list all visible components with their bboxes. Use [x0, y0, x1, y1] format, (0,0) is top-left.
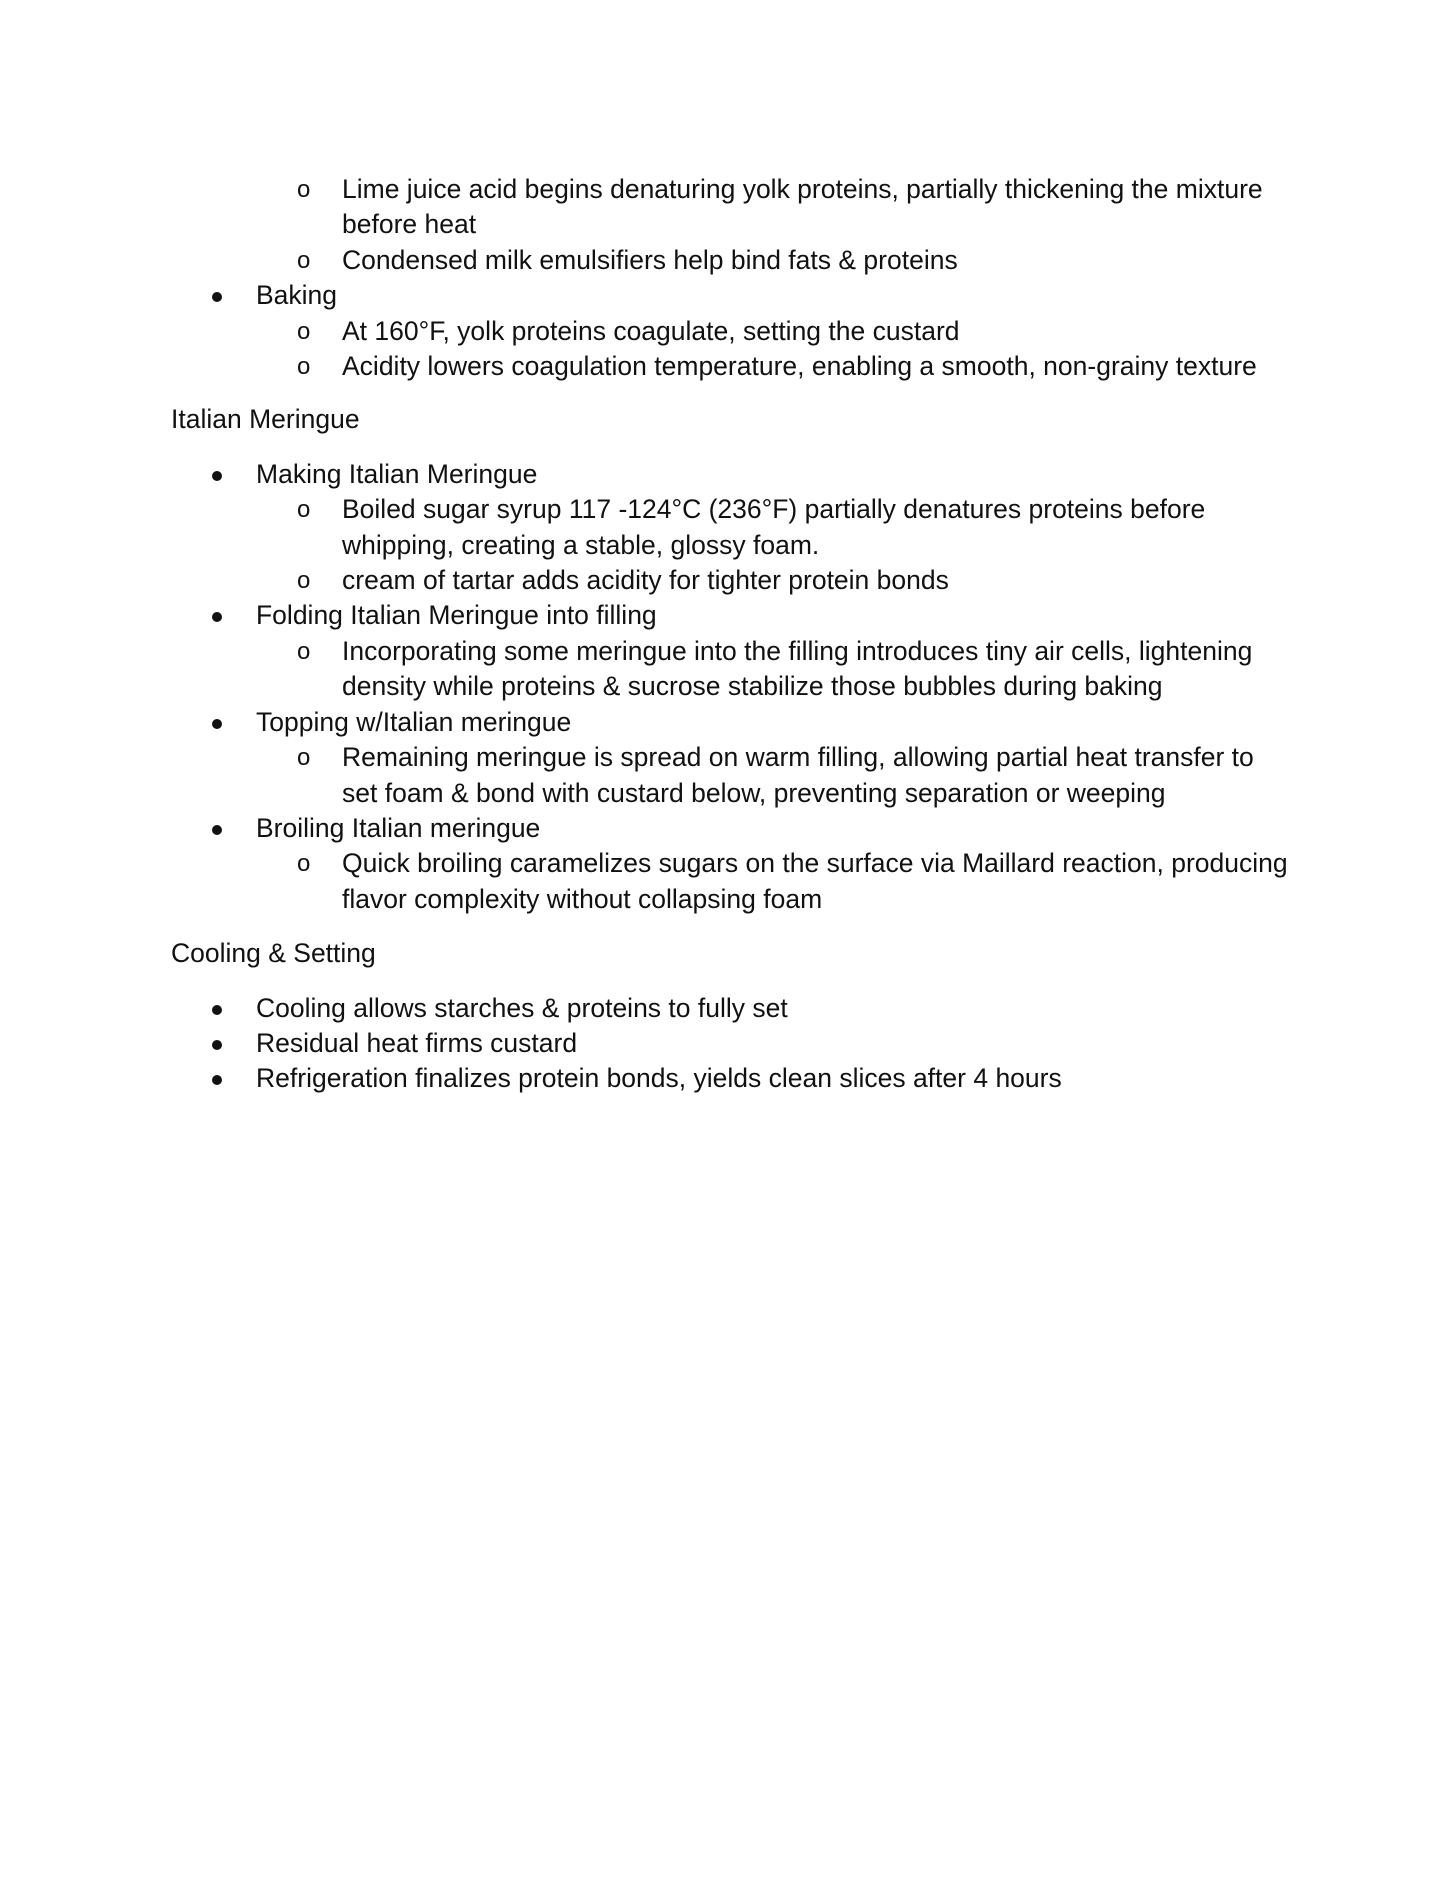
sub-list	[256, 846, 1291, 917]
list-item-text: Residual heat firms custard	[256, 1027, 578, 1058]
hollow-bullet-icon: o	[297, 567, 311, 595]
list-item-text: Refrigeration finalizes protein bonds, yields clean slices after 4 hours	[256, 1063, 1062, 1094]
list-item-baking	[171, 278, 1291, 384]
hollow-bullet-icon: o	[297, 850, 311, 878]
list-item-text: Cooling allows starches & proteins to fully set	[256, 992, 788, 1023]
sub-list	[256, 740, 1291, 811]
list-item-text: Baking	[256, 280, 338, 311]
hollow-bullet-icon: o	[297, 246, 311, 274]
list-item	[171, 172, 1291, 243]
list-item-text: Folding Italian Meringue into filling	[256, 600, 657, 631]
list-item	[171, 314, 1291, 349]
list-item-text: Topping w/Italian meringue	[256, 706, 572, 737]
intro-list	[171, 172, 1291, 384]
document-content	[171, 172, 1291, 1097]
list-item	[171, 705, 1291, 811]
list-item-text: Quick broiling caramelizes sugars on the surface via Maillard reaction, producing flavor complexity without collapsing foam	[342, 848, 1288, 914]
list-item	[171, 492, 1291, 563]
list-item-text: Making Italian Meringue	[256, 458, 538, 489]
list-item	[171, 457, 1291, 599]
list-item	[171, 1026, 1291, 1061]
list-item	[171, 634, 1291, 705]
list-item-text: At 160°F, yolk proteins coagulate, setting the custard	[342, 315, 960, 346]
list-item-text: Acidity lowers coagulation temperature, enabling a smooth, non-grainy texture	[342, 351, 1257, 382]
hollow-bullet-icon: o	[297, 496, 311, 524]
section-heading-italian-meringue: Italian Meringue	[171, 404, 360, 435]
list-item	[171, 349, 1291, 384]
list-item	[171, 846, 1291, 917]
baking-sub-list	[256, 314, 1291, 385]
hollow-bullet-icon: o	[297, 317, 311, 345]
list-item-text: Broiling Italian meringue	[256, 812, 541, 843]
list-item-text: cream of tartar adds acidity for tighter protein bonds	[342, 565, 949, 596]
hollow-bullet-icon: o	[297, 637, 311, 665]
sub-list	[256, 634, 1291, 705]
list-item	[171, 811, 1291, 917]
list-item	[171, 243, 1291, 278]
list-item-text: Lime juice acid begins denaturing yolk proteins, partially thickening the mixture before heat	[342, 174, 1263, 240]
list-item-text: Remaining meringue is spread on warm filling, allowing partial heat transfer to set foam & bond with custard below, preventing separation or weeping	[342, 742, 1254, 808]
list-item-text: Condensed milk emulsifiers help bind fats & proteins	[342, 244, 958, 275]
hollow-bullet-icon: o	[297, 176, 311, 203]
hollow-bullet-icon: o	[297, 744, 311, 772]
list-item	[171, 991, 1291, 1026]
section-heading-cooling-setting: Cooling & Setting	[171, 938, 376, 969]
italian-meringue-list	[171, 457, 1291, 917]
list-item-text: Boiled sugar syrup 117 -124°C (236°F) partially denatures proteins before whipping, creating a stable, glossy foam.	[342, 494, 1206, 560]
sub-list	[256, 492, 1291, 598]
list-item	[171, 740, 1291, 811]
list-item	[171, 563, 1291, 598]
list-item	[171, 1061, 1291, 1096]
list-item	[171, 598, 1291, 704]
list-item-text: Incorporating some meringue into the filling introduces tiny air cells, lightening density while proteins & sucrose stabilize those bubbles during baking	[342, 635, 1253, 702]
cooling-setting-list	[171, 991, 1291, 1097]
hollow-bullet-icon: o	[297, 353, 311, 381]
